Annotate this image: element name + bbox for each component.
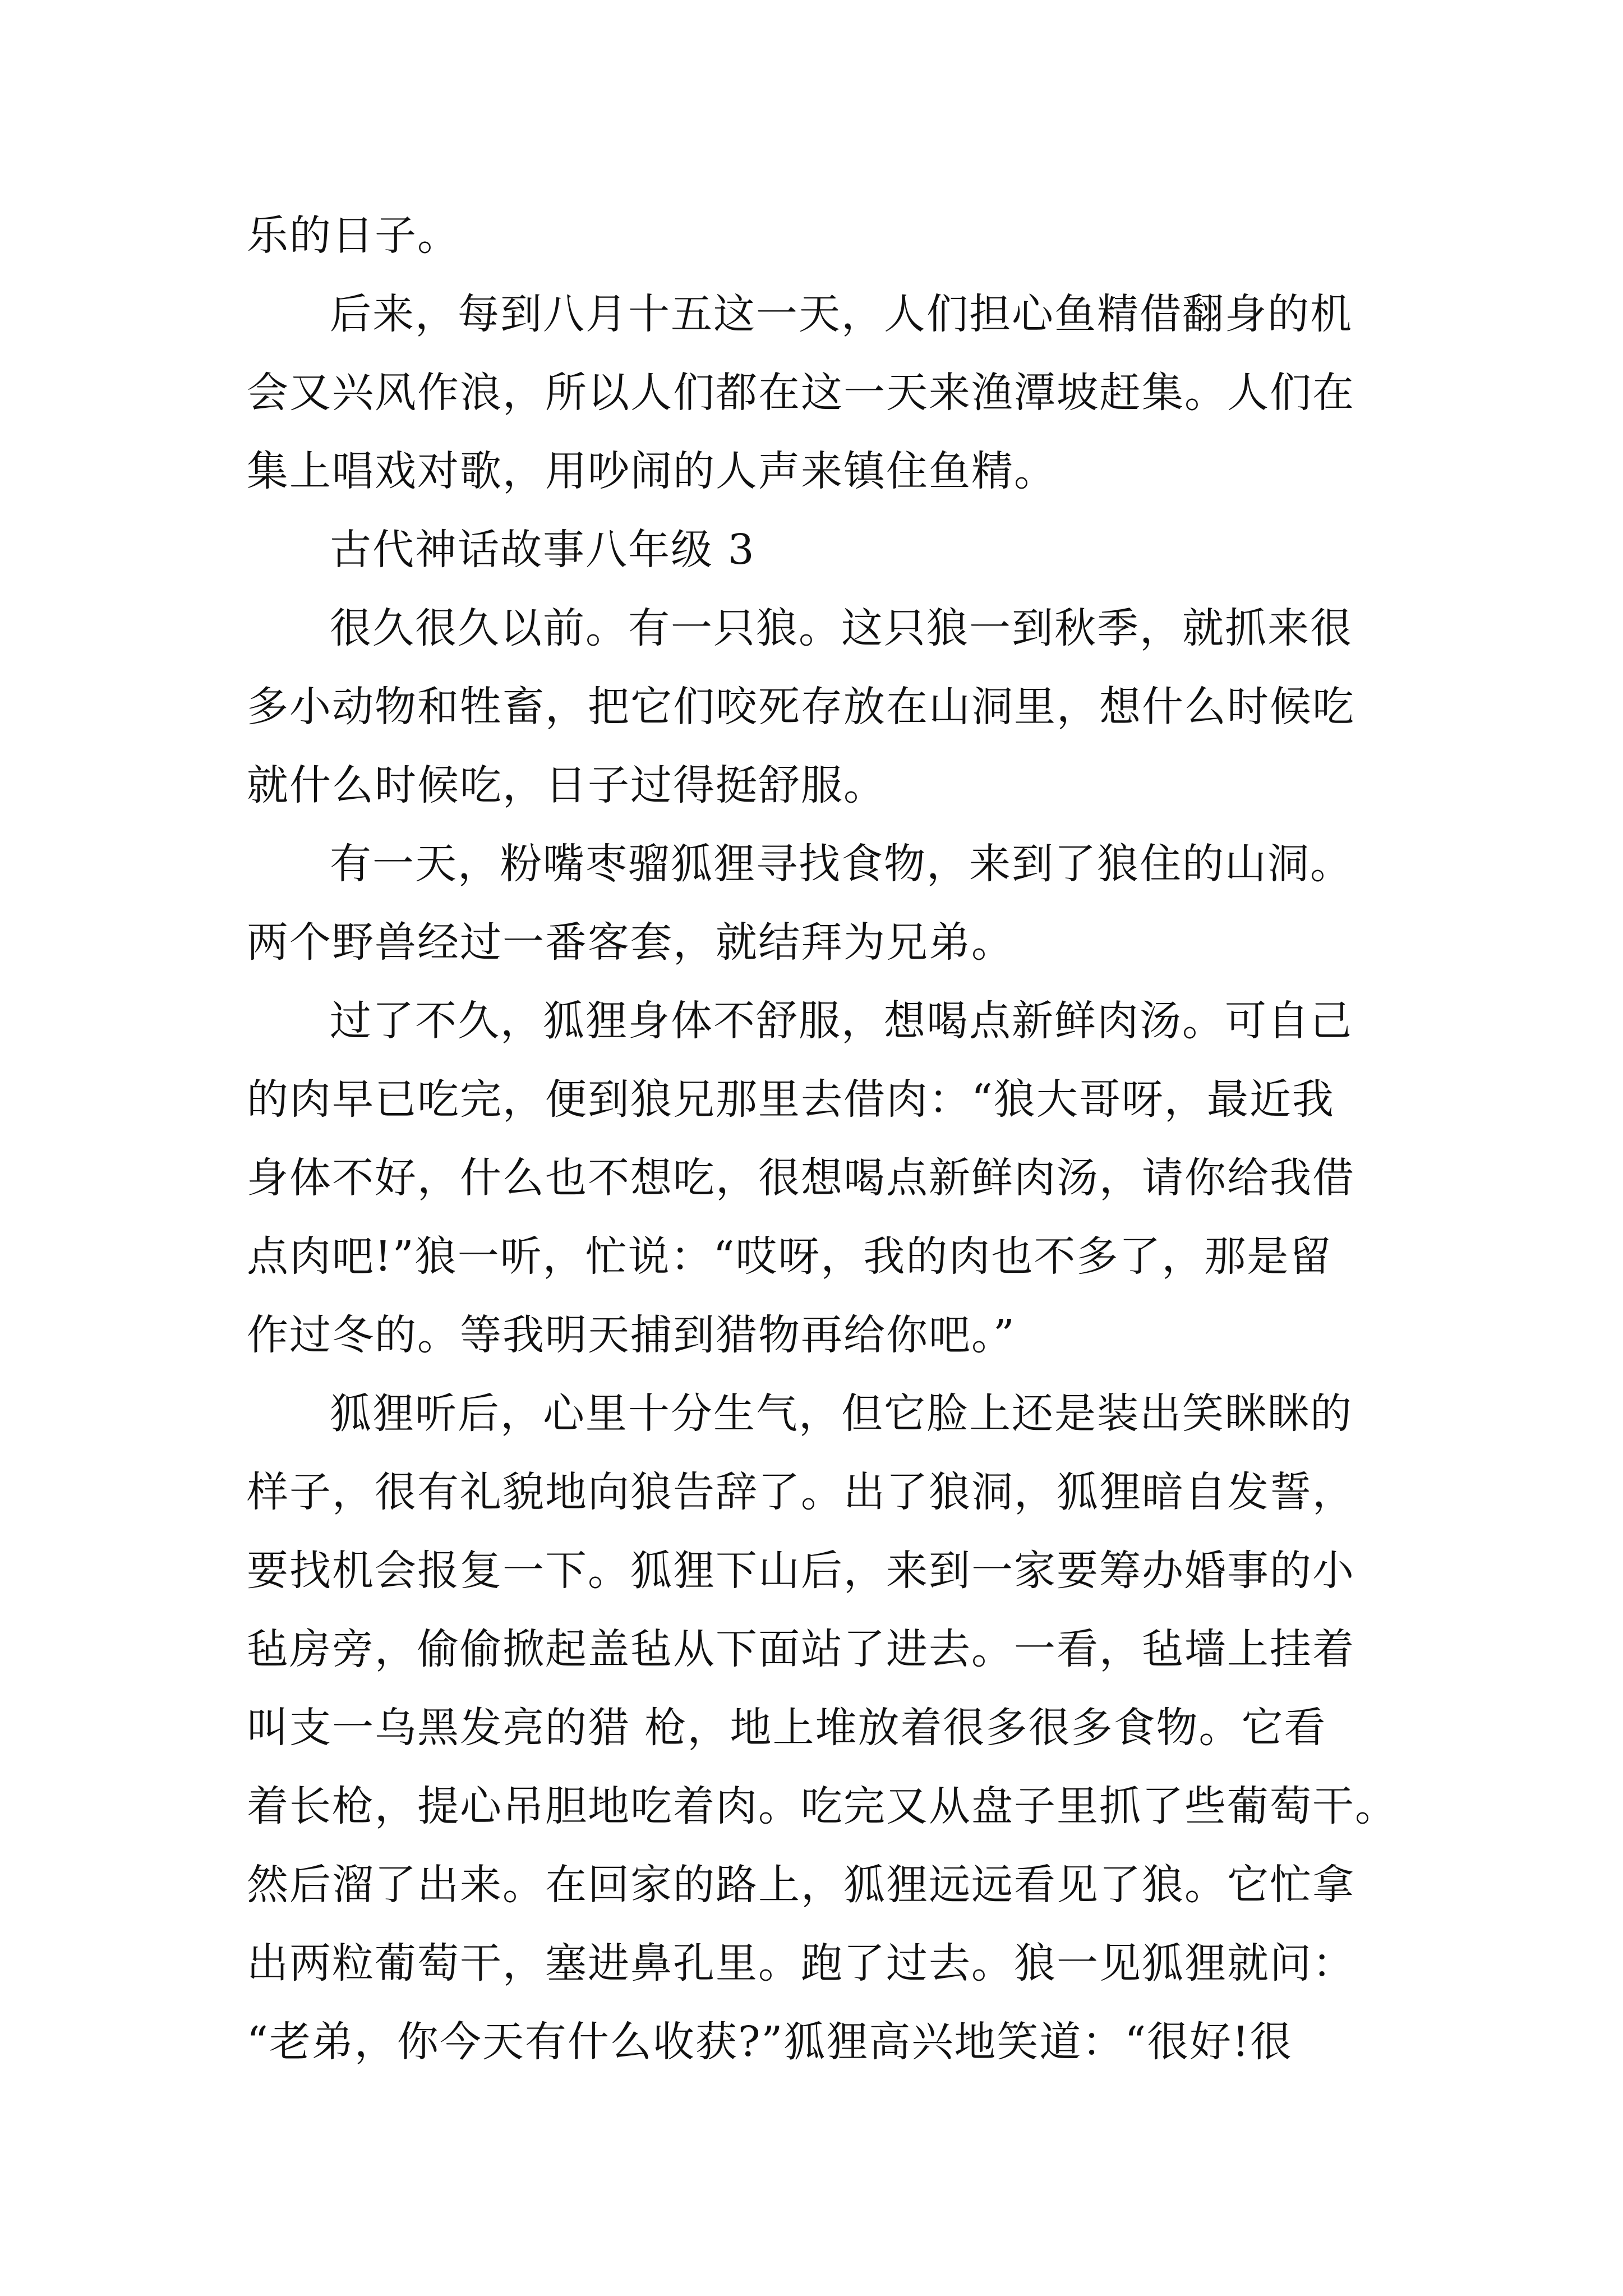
text-line: 点肉吧!”狼一听，忙说：“哎呀，我的肉也不多了，那是留 <box>247 1232 1332 1281</box>
text-line: 毡房旁，偷偷掀起盖毡从下面站了进去。一看，毡墙上挂着 <box>247 1625 1355 1673</box>
story-text <box>247 196 1396 2081</box>
text-line: 出两粒葡萄干，塞进鼻孔里。跑了过去。狼一见狐狸就问： <box>247 1939 1355 1987</box>
text-line: 着长枪，提心吊胆地吃着肉。吃完又从盘子里抓了些葡萄干。 <box>247 1782 1398 1830</box>
text-line: 叫支一乌黑发亮的猎 枪，地上堆放着很多很多食物。它看 <box>247 1704 1327 1752</box>
text-line: 过了不久，狐狸身体不舒服，想喝点新鲜肉汤。可自己 <box>330 997 1353 1045</box>
text-line: “老弟，你今天有什么收获?”狐狸高兴地笑道：“很好!很 <box>247 2018 1293 2066</box>
text-line: 乐的日子。 <box>247 211 460 260</box>
text-line: 作过冬的。等我明天捕到猎物再给你吧。” <box>247 1311 1016 1359</box>
text-line: 要找机会报复一下。狐狸下山后，来到一家要筹办婚事的小 <box>247 1547 1355 1595</box>
text-line: 有一天，粉嘴枣骝狐狸寻找食物，来到了狼住的山洞。 <box>330 840 1353 888</box>
text-line: 然后溜了出来。在回家的路上，狐狸远远看见了狼。它忙拿 <box>247 1861 1355 1909</box>
text-line: 会又兴风作浪，所以人们都在这一天来渔潭坡赶集。人们在 <box>247 369 1355 417</box>
text-line: 狐狸听后，心里十分生气，但它脸上还是装出笑眯眯的 <box>330 1389 1353 1438</box>
text-line: 后来，每到八月十五这一天，人们担心鱼精借翻身的机 <box>330 290 1353 338</box>
text-line: 样子，很有礼貌地向狼告辞了。出了狼洞，狐狸暗自发誓， <box>247 1468 1355 1516</box>
text-line: 就什么时候吃，日子过得挺舒服。 <box>247 761 886 809</box>
text-line: 的肉早已吃完，便到狼兄那里去借肉：“狼大哥呀，最近我 <box>247 1075 1335 1124</box>
text-line: 身体不好，什么也不想吃，很想喝点新鲜肉汤，请你给我借 <box>247 1154 1355 1202</box>
text-line: 很久很久以前。有一只狼。这只狼一到秋季，就抓来很 <box>330 604 1353 652</box>
section-heading: 古代神话故事八年级 3 <box>330 526 755 574</box>
text-line: 集上唱戏对歌，用吵闹的人声来镇住鱼精。 <box>247 447 1057 495</box>
text-line: 多小动物和牲畜，把它们咬死存放在山洞里，想什么时候吃 <box>247 683 1355 731</box>
text-line: 两个野兽经过一番客套，就结拜为兄弟。 <box>247 918 1014 967</box>
